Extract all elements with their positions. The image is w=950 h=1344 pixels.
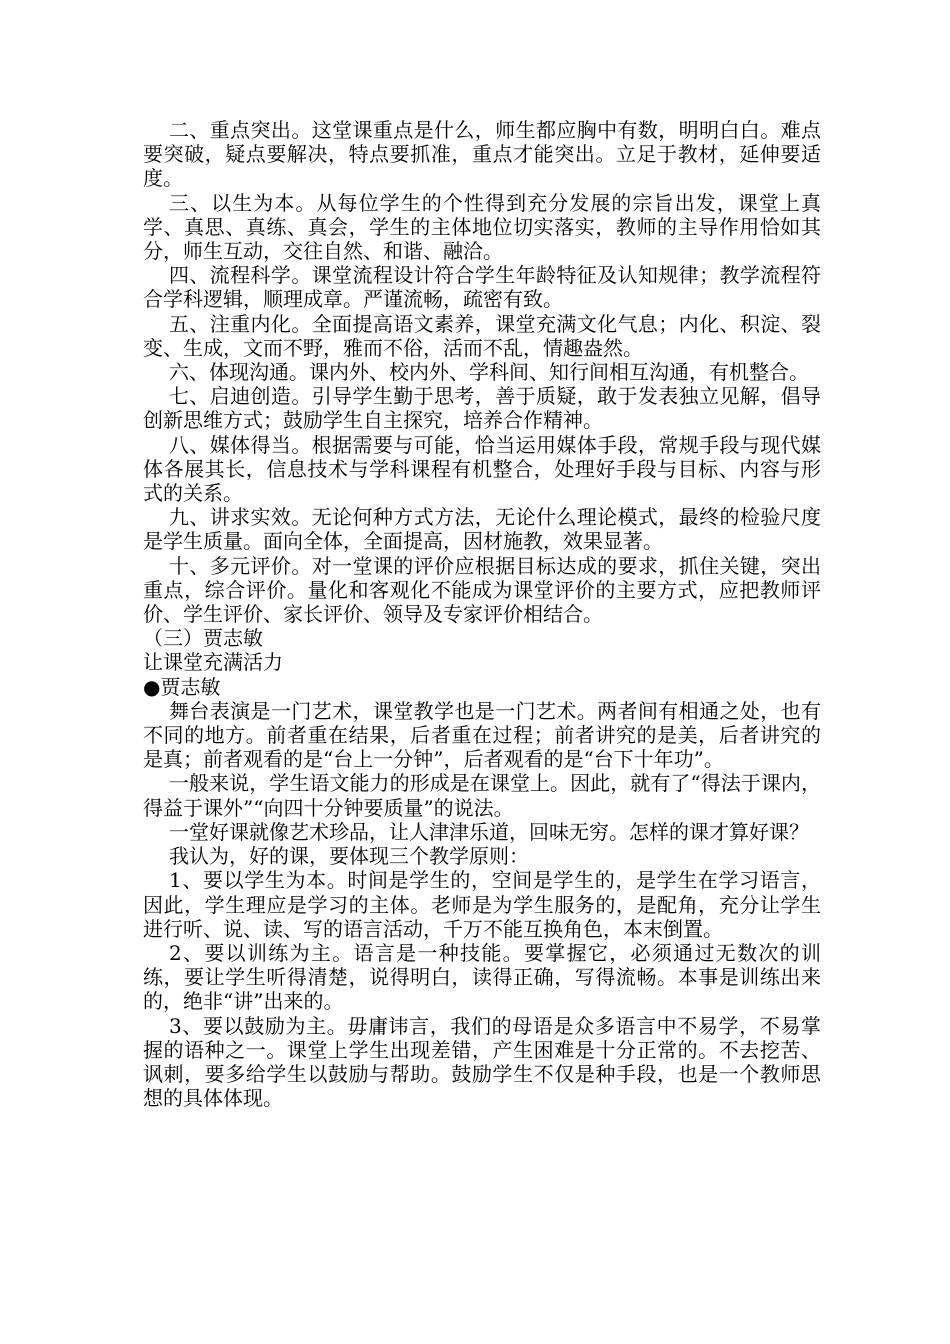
paragraph-point-7: 七、启迪创造。引导学生勤于思考，善于质疑，敢于发表独立见解，倡导创新思维方式；鼓励学生自主探究，培养合作精神。 (143, 384, 821, 433)
paragraph-point-9: 九、讲求实效。无论何种方式方法，无论什么理论模式，最终的检验尺度是学生质量。面向全体，全面提高，因材施教，效果显著。 (143, 505, 821, 554)
paragraph-principle-2: 2、要以训练为主。语言是一种技能。要掌握它，必须通过无数次的训练，要让学生听得清楚，说得明白，读得正确，写得流畅。本事是训练出来的，绝非“讲”出来的。 (143, 940, 821, 1014)
paragraph-intro: 舞台表演是一门艺术，课堂教学也是一门艺术。两者间有相通之处，也有不同的地方。前者重在结果，后者重在过程；前者讲究的是美，后者讲究的是真；前者观看的是“台上一分钟”，后者观看的是“台下十年功”。 (143, 698, 821, 772)
paragraph-principle-1: 1、要以学生为本。时间是学生的，空间是学生的，是学生在学习语言，因此，学生理应是学习的主体。老师是为学生服务的，是配角，充分让学生进行听、说、读、写的语言活动，千万不能互换角色，本末倒置。 (143, 868, 821, 941)
paragraph-point-4: 四、流程科学。课堂流程设计符合学生年龄特征及认知规律；教学流程符合学科逻辑，顺理成章。严谨流畅，疏密有致。 (143, 263, 821, 312)
paragraph-principle-3: 3、要以鼓励为主。毋庸讳言，我们的母语是众多语言中不易学，不易掌握的语种之一。课堂上学生出现差错，产生困难是十分正常的。不去挖苦、讽刺，要多给学生以鼓励与帮助。鼓励学生不仅是种手段，也是一个教师思想的具体体现。 (143, 1013, 821, 1111)
paragraph-point-10: 十、多元评价。对一堂课的评价应根据目标达成的要求，抓住关键，突出重点，综合评价。量化和客观化不能成为课堂评价的主要方式，应把教师评价、学生评价、家长评价、领导及专家评价相结合。 (143, 553, 821, 627)
article-author: ●贾志敏 (143, 674, 221, 699)
paragraph-point-5: 五、注重内化。全面提高语文素养，课堂充满文化气息；内化、积淀、裂变、生成，文而不野，雅而不俗，活而不乱，情趣盎然。 (143, 311, 821, 360)
paragraph-point-6: 六、体现沟通。课内外、校内外、学科间、知行间相互沟通，有机整合。 (169, 360, 809, 385)
section-heading: （三）贾志敏 (143, 626, 263, 651)
paragraph-classroom: 一般来说，学生语文能力的形成是在课堂上。因此，就有了“得法于课内，得益于课外”“向四十分钟要质量”的说法。 (143, 771, 821, 820)
paragraph-point-8: 八、媒体得当。根据需要与可能，恰当运用媒体手段，常规手段与现代媒体各展其长，信息技术与学科课程有机整合，处理好手段与目标、内容与形式的关系。 (143, 432, 821, 506)
document-body (143, 118, 821, 1110)
paragraph-point-3: 三、以生为本。从每位学生的个性得到充分发展的宗旨出发，课堂上真学、真思、真练、真会，学生的主体地位切实落实，教师的主导作用恰如其分，师生互动，交往自然、和谐、融洽。 (143, 190, 821, 264)
paragraph-point-2: 二、重点突出。这堂课重点是什么，师生都应胸中有数，明明白白。难点要突破，疑点要解决，特点要抓准，重点才能突出。立足于教材，延伸要适度。 (143, 118, 821, 191)
paragraph-principles: 我认为，好的课，要体现三个教学原则： (169, 844, 529, 869)
paragraph-good-lesson: 一堂好课就像艺术珍品，让人津津乐道，回味无穷。怎样的课才算好课？ (169, 819, 809, 844)
article-title: 让课堂充满活力 (143, 650, 283, 675)
